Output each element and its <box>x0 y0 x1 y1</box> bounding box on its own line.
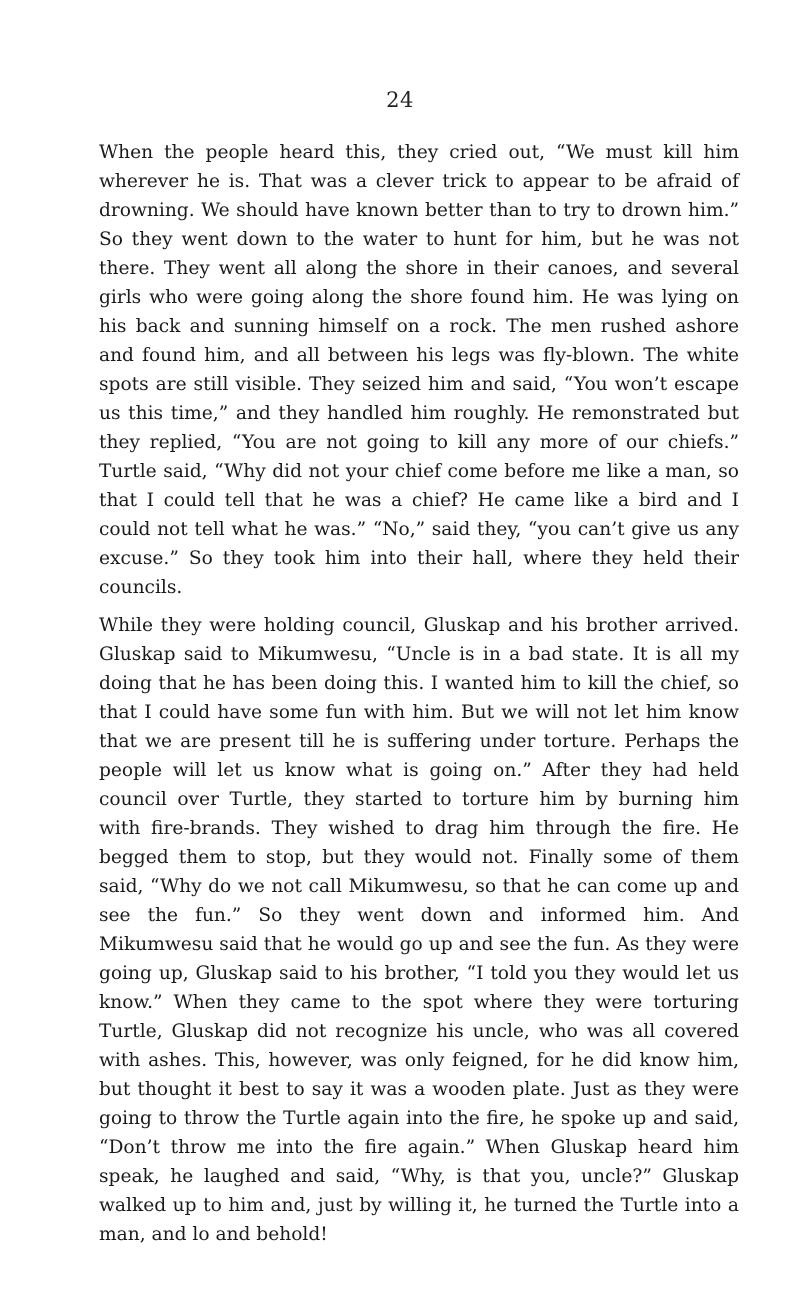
paragraph-1: When the people heard this, they cried out, “We must kill him wherever he is. That was a clever trick to appear to be afraid of drowning. We should have known better than to try to drown him.” So they went down to the water to hunt for him, but he was not there. They went all along the shore in their canoes, and several girls who were going along the shore found him. He was lying on his back and sunning himself on a rock. The men rushed ashore and found him, and all between his legs was fly-blown. The white spots are still visible. They seized him and said, “You won’t escape us this time,” and they handled him roughly. He remonstrated but they replied, “You are not going to kill any more of our chiefs.” Turtle said, “Why did not your chief come before me like a man, so that I could tell that he was a chief? He came like a bird and I could not tell what he was.” “No,” said they, “you can’t give us any excuse.” So they took him into their hall, where they held their councils. <box>99 142 739 598</box>
page-number: 24 <box>386 88 414 112</box>
body-text <box>99 138 739 1249</box>
paragraph-2: While they were holding council, Gluskap and his brother arrived. Gluskap said to Mikumwesu, “Uncle is in a bad state. It is all my doing that he has been doing this. I wanted him to kill the chief, so that I could have some fun with him. But we will not let him know that we are present till he is suffering under torture. Perhaps the people will let us know what is going on.” After they had held council over Turtle, they started to torture him by burning him with fire-brands. They wished to drag him through the fire. He begged them to stop, but they would not. Finally some of them said, “Why do we not call Mikumwesu, so that he can come up and see the fun.” So they went down and informed him. And Mikumwesu said that he would go up and see the fun. As they were going up, Gluskap said to his brother, “I told you they would let us know.” When they came to the spot where they were torturing Turtle, Gluskap did not recognize his uncle, who was all covered with ashes. This, however, was only feigned, for he did know him, but thought it best to say it was a wooden plate. Just as they were going to throw the Turtle again into the fire, he spoke up and said, “Don’t throw me into the fire again.” When Gluskap heard him speak, he laughed and said, “Why, is that you, uncle?” Gluskap walked up to him and, just by willing it, he turned the Turtle into a man, and lo and behold! <box>99 615 739 1245</box>
